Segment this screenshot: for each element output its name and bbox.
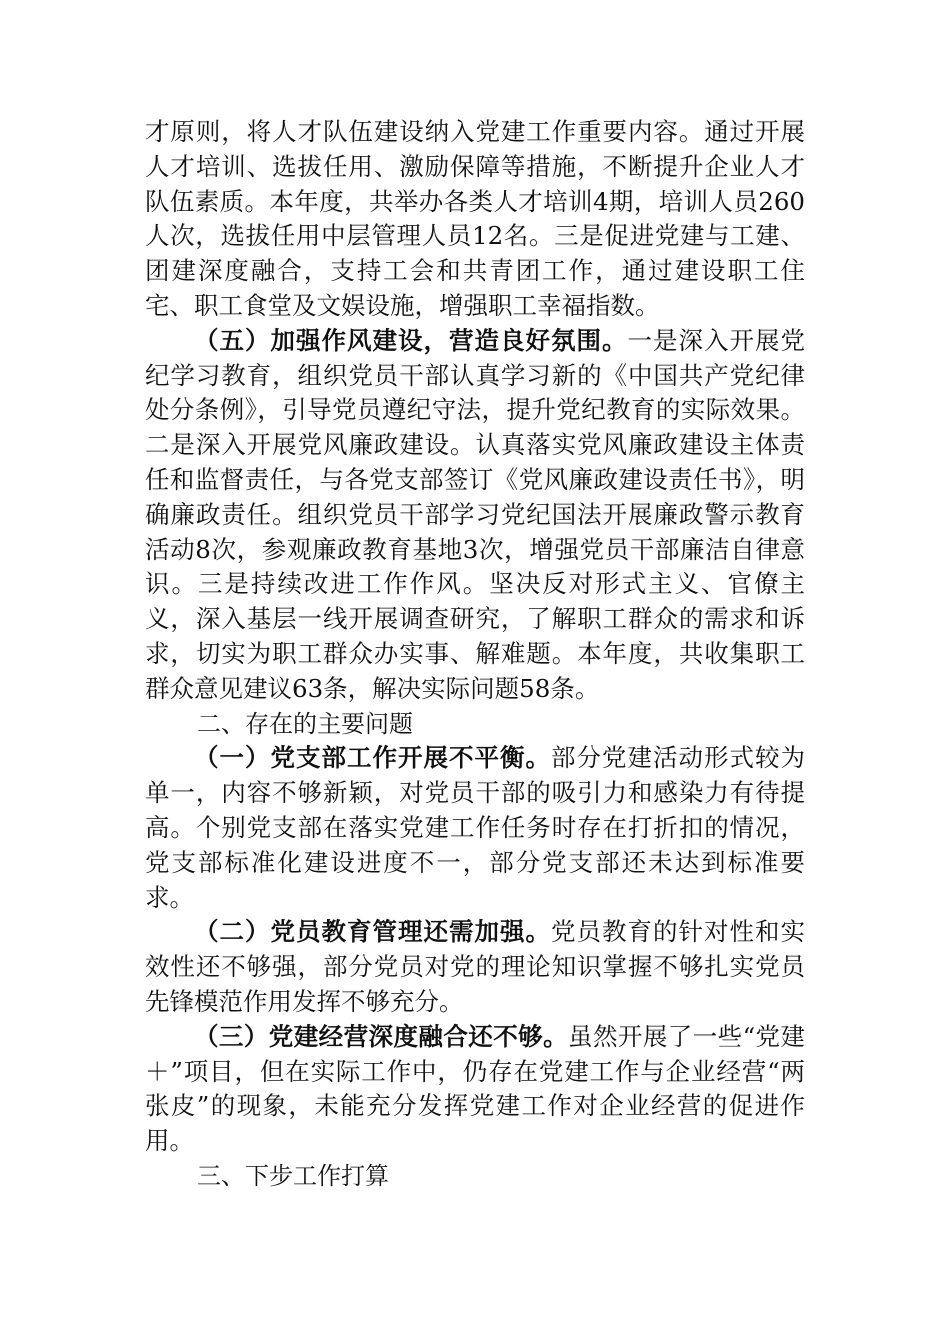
paragraph-lead: （三）党建经营深度融合还不够。 — [194, 1021, 569, 1051]
paragraph-style-building — [145, 324, 805, 707]
paragraph-text: 部分党建活动形式较为单一，内容不够新颖，对党员干部的吸引力和感染力有待提高。个别党支部在落实党建工作任务时存在打折扣的情况，党支部标准化建设进度不一，部分党支部还未达到标准要求。 — [145, 743, 805, 912]
paragraph-lead: （五）加强作风建设，营造良好氛围。 — [194, 325, 628, 355]
paragraph-problem-2 — [145, 915, 805, 1019]
paragraph-text: 虽然开展了一些“党建＋”项目，但在实际工作中，仍存在党建工作与企业经营“两张皮”的现象，未能充分发挥党建工作对企业经营的促进作用。 — [145, 1021, 805, 1156]
paragraph-text: 才原则，将人才队伍建设纳入党建工作重要内容。通过开展人才培训、选拔任用、激励保障等措施，不断提升企业人才队伍素质。本年度，共举办各类人才培训4期，培训人员260人次，选拔任用中层管理人员12名。三是促进党建与工建、团建深度融合，支持工会和共青团工作，通过建设职工住宅、职工食堂及文娱设施，增强职工幸福指数。 — [145, 117, 805, 320]
section-heading-problems: 二、存在的主要问题 — [197, 709, 413, 738]
paragraph-lead: （二）党员教育管理还需加强。 — [194, 917, 551, 947]
paragraph-talent — [145, 115, 805, 324]
section-heading-next-steps: 三、下步工作打算 — [197, 1161, 389, 1190]
paragraph-problem-1 — [145, 741, 805, 915]
document-body — [145, 115, 805, 1194]
paragraph-text: 一是深入开展党纪学习教育，组织党员干部认真学习新的《中国共产党纪律处分条例》，引导党员遵纪守法，提升党纪教育的实际效果。二是深入开展党风廉政建设。认真落实党风廉政建设主体责任和监督责任，与各党支部签订《党风廉政建设责任书》，明确廉政责任。组织党员干部学习党纪国法开展廉政警示教育活动8次，参观廉政教育基地3次，增强党员干部廉洁自律意识。三是持续改进工作作风。坚决反对形式主义、官僚主义，深入基层一线开展调查研究，了解职工群众的需求和诉求，切实为职工群众办实事、解难题。本年度，共收集职工群众意见建议63条，解决实际问题58条。 — [145, 325, 805, 703]
paragraph-problem-3 — [145, 1020, 805, 1159]
paragraph-text: 党员教育的针对性和实效性还不够强，部分党员对党的理论知识掌握不够扎实党员先锋模范作用发挥不够充分。 — [145, 917, 805, 1016]
paragraph-lead: （一）党支部工作开展不平衡。 — [194, 743, 551, 773]
